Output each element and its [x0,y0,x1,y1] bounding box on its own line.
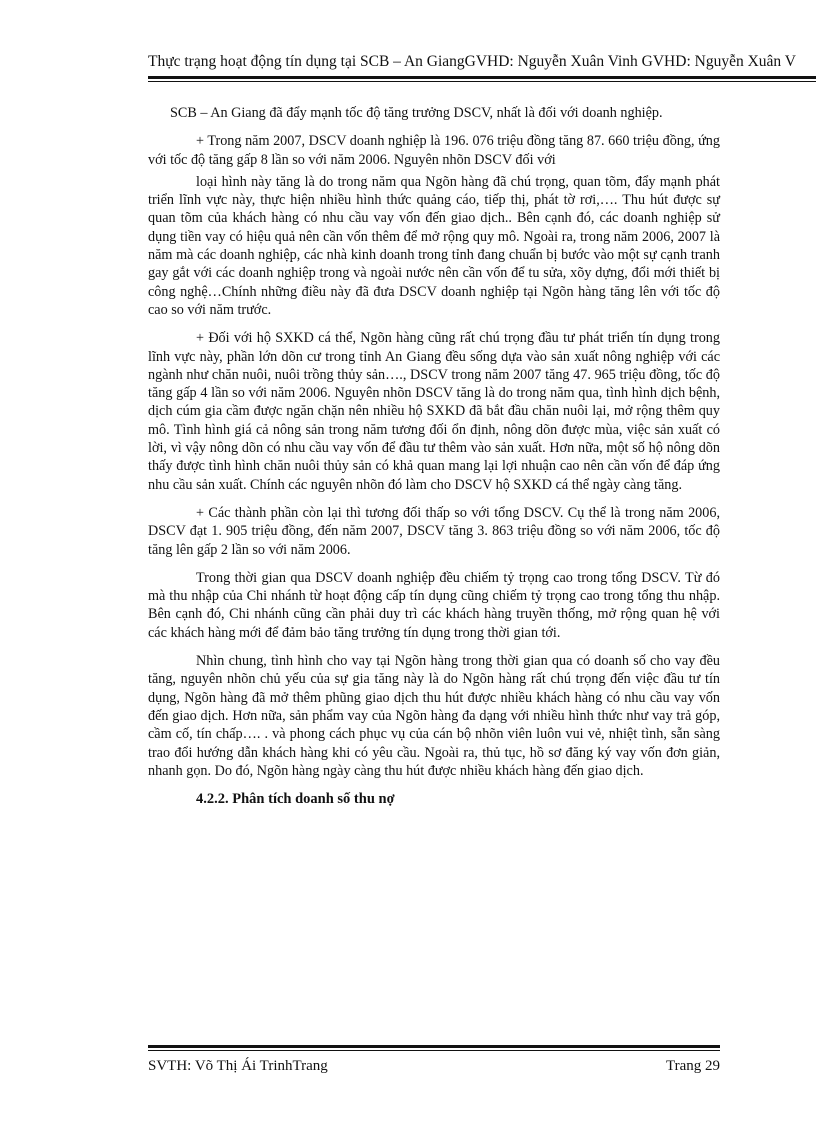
footer-author: SVTH: Võ Thị Ái TrinhTrang [148,1058,328,1074]
page-body [148,104,720,808]
paragraph-4: + Đối với hộ SXKD cá thể, Ngõn hàng cũng rất chú trọng đầu tư phát triển tín dụng trong lĩnh vực này, phần lớn dõn cư trong tỉnh An Giang đều sống dựa vào sản xuất nông nghiệp với các ngành như chăn nuôi, nuôi trồng thủy sản…., DSCV trong năm 2007 tăng 47. 965 triệu đồng, tốc độ tăng gấp 4 lần so với năm 2006. Nguyên nhõn DSCV tăng là do trong năm qua, tình hình dịch bệnh, dịch cúm gia cầm được ngăn chặn nên nhiều hộ SXKD đã bắt đầu chăn nuôi lại, mở rộng thêm quy mô. Tình hình giá cả nông sản trong năm tương đối ổn định, nông dõn được mùa, việc sản xuất có lời, vì vậy nông dõn có nhu cầu vay vốn để đầu tư thêm vào sản xuất. Hơn nữa, một số hộ nông dõn thấy được tình hình chăn nuôi thủy sản có khả quan mang lại lợi nhuận cao nên cần vốn để đáp ứng nhu cầu sản xuất. Chính các nguyên nhõn đó làm cho DSCV hộ SXKD cá thể ngày càng tăng. [148,330,720,493]
paragraph-2: + Trong năm 2007, DSCV doanh nghiệp là 196. 076 triệu đồng tăng 87. 660 triệu đồng, ứng với tốc độ tăng gấp 8 lần so với năm 2006. Nguyên nhõn DSCV đối với [148,133,720,168]
paragraph-1: SCB – An Giang đã đẩy mạnh tốc độ tăng trưởng DSCV, nhất là đối với doanh nghiệp. [170,105,663,121]
header-rule-thin [148,81,816,82]
page-number: Trang 29 [665,1058,720,1074]
header-rule-thick [148,76,816,79]
footer-rule-thick [148,1045,720,1048]
section-heading: 4.2.2. Phân tích doanh số thu nợ [196,791,395,808]
paragraph-6: Trong thời gian qua DSCV doanh nghiệp đều chiếm tỷ trọng cao trong tổng DSCV. Từ đó mà thu nhập của Chi nhánh từ hoạt động cấp tín dụng cũng chiếm tỷ trọng cao trong tổng thu nhập. Bên cạnh đó, Chi nhánh cũng cần phải duy trì các khách hàng truyền thống, mở rộng quan hệ với các khách hàng mới để đảm bảo tăng trưởng tín dụng trong thời gian tới. [148,569,720,641]
page-header: Thực trạng hoạt động tín dụng tại SCB – An GiangGVHD: Nguyễn Xuân Vinh GVHD: Nguyễn Xuân V [148,53,796,70]
paragraph-3: loại hình này tăng là do trong năm qua Ngõn hàng đã chú trọng, quan tõm, đẩy mạnh phát triển lĩnh vực này, thực hiện nhiều hình thức quảng cáo, tiếp thị, phát tờ rơi,…. Thu hút được sự quan tõm của khách hàng có nhu cầu vay vốn đến giao dịch.. Bên cạnh đó, các doanh nghiệp sử dụng tiền vay có hiệu quả nên cần vốn thêm để mở rộng quy mô. Ngoài ra, trong năm 2006, 2007 là năm mà các doanh nghiệp, các nhà kinh doanh trong tỉnh đang chuẩn bị bước vào một sự cạnh tranh gay gắt với các doanh nghiệp trong và ngoài nước nên cần vốn để tu sửa, xõy dựng, đổi mới thiết bị công nghệ…Chính những điều này đã đưa DSCV doanh nghiệp tại Ngõn hàng tăng lên với tốc độ cao so với năm trước. [148,173,720,318]
paragraph-7: Nhìn chung, tình hình cho vay tại Ngõn hàng trong thời gian qua có doanh số cho vay đều tăng, nguyên nhõn chủ yếu của sự gia tăng này là do Ngõn hàng rất chú trọng đến việc đầu tư tín dụng, Ngõn hàng đã mở thêm phũng giao dịch thu hút được nhiều khách hàng có nhu cầu vay vốn đến giao dịch. Hơn nữa, sản phẩm vay của Ngõn hàng đa dạng với nhiều hình thức như vay trả góp, cầm cố, tín chấp…. . và phong cách phục vụ của cán bộ nhõn viên luôn vui vẻ, nhiệt tình, sẵn sàng trao đổi hướng dẫn khách hàng khi có yêu cầu. Ngoài ra, thủ tục, hồ sơ đăng ký vay vốn đơn giản, nhanh gọn. Do đó, Ngõn hàng ngày càng thu hút được nhiều khách hàng đến giao dịch. [148,653,720,779]
paragraph-5: + Các thành phần còn lại thì tương đối thấp so với tổng DSCV. Cụ thể là trong năm 2006, DSCV đạt 1. 905 triệu đồng, đến năm 2007, DSCV tăng 3. 863 triệu đồng so với năm 2006, tốc độ tăng lên gấp 2 lần so với năm 2006. [148,504,720,558]
footer-rule-thin [148,1050,720,1051]
